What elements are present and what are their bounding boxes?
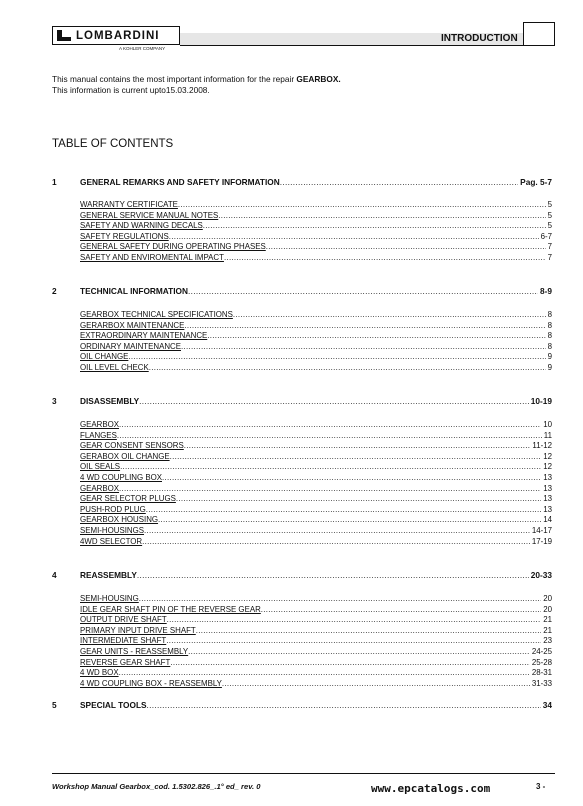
dot-leader — [146, 505, 541, 516]
toc-item-title: FLANGES — [80, 430, 117, 440]
toc-item[interactable] — [80, 668, 552, 679]
dot-leader — [119, 484, 541, 495]
toc-item-page: 12 — [543, 451, 552, 461]
toc-item-page: 21 — [543, 615, 552, 625]
toc-item-page: 28-31 — [531, 668, 552, 678]
dot-leader — [207, 331, 545, 342]
toc-item[interactable] — [80, 494, 552, 505]
toc-item-page: 8 — [547, 320, 552, 330]
dot-leader — [119, 668, 530, 679]
toc-item-title: GENERAL SERVICE MANUAL NOTES — [80, 210, 219, 220]
toc-item[interactable] — [80, 679, 552, 690]
header-box — [523, 22, 555, 46]
section-page: 10-19 — [530, 396, 552, 406]
dot-leader — [188, 286, 538, 296]
toc-item-title: SEMI-HOUSING — [80, 594, 139, 603]
section-number: 3 — [52, 396, 57, 406]
dot-leader — [170, 658, 529, 669]
dot-leader — [203, 221, 546, 232]
dot-leader — [117, 431, 542, 442]
dot-leader — [119, 420, 541, 431]
toc-item-title: WARRANTY CERTIFICATE — [80, 200, 178, 209]
toc-item-title: PUSH-ROD PLUG — [80, 504, 146, 514]
section-page: 8-9 — [540, 286, 552, 296]
toc-item-title: GEAR CONSENT SENSORS — [80, 441, 184, 451]
toc-item[interactable] — [80, 441, 552, 452]
toc-item-page: 14-17 — [531, 525, 552, 535]
toc-item[interactable] — [80, 331, 552, 342]
dot-leader — [196, 626, 541, 637]
section-title: TECHNICAL INFORMATION — [80, 286, 189, 296]
dot-leader — [181, 342, 546, 353]
toc-item-page: 8 — [547, 341, 552, 351]
toc-item-title: GEARBOX HOUSING — [80, 515, 159, 525]
toc-item-page: 7 — [547, 252, 552, 262]
section-page: 20-33 — [530, 570, 552, 580]
dot-leader — [142, 537, 530, 548]
toc-item[interactable] — [80, 515, 552, 526]
brand-logo — [52, 26, 180, 45]
toc-item-page: 13 — [543, 494, 552, 504]
toc-item[interactable] — [80, 221, 552, 232]
dot-leader — [137, 570, 529, 580]
toc-item-title: GENERAL SAFETY DURING OPERATING PHASES — [80, 242, 266, 252]
toc-item[interactable] — [80, 232, 552, 243]
dot-leader — [167, 615, 542, 626]
dot-leader — [280, 177, 518, 187]
dot-leader — [139, 594, 541, 605]
section-heading — [80, 700, 552, 710]
section-heading — [80, 177, 552, 187]
toc-section-items — [80, 420, 552, 547]
toc-item-page: 31-33 — [531, 678, 552, 688]
toc-item-page: 11 — [543, 430, 552, 440]
toc-item-title: OIL SEALS — [80, 462, 121, 472]
toc-item-title: SAFETY AND WARNING DECALS — [80, 221, 203, 231]
toc-item[interactable] — [80, 310, 552, 321]
section-number: 2 — [52, 286, 57, 296]
toc-item[interactable] — [80, 352, 552, 363]
toc-item[interactable] — [80, 342, 552, 353]
toc-item-title: 4 WD BOX — [80, 668, 119, 678]
toc-item[interactable] — [80, 200, 552, 211]
toc-item-title: 4WD SELECTOR — [80, 536, 143, 546]
toc-item-title: GEAR UNITS - REASSEMBLY — [80, 646, 189, 656]
toc-item-page: 9 — [547, 362, 552, 372]
toc-item[interactable] — [80, 321, 552, 332]
toc-item[interactable] — [80, 253, 552, 264]
toc-item-title: SEMI-HOUSINGS — [80, 525, 145, 535]
brand-name: LOMBARDINI — [76, 29, 160, 42]
toc-item[interactable] — [80, 647, 552, 658]
toc-item-title: INTERMEDIATE SHAFT — [80, 636, 167, 646]
toc-item-page: 13 — [543, 504, 552, 514]
dot-leader — [158, 515, 541, 526]
intro-line1-bold: GEARBOX. — [296, 74, 341, 84]
toc-item-page: 23 — [543, 636, 552, 646]
dot-leader — [184, 321, 545, 332]
section-heading — [80, 286, 552, 296]
section-page: Pag. 5-7 — [520, 177, 552, 187]
toc-item-page: 17-19 — [531, 536, 552, 546]
intro-line2: This information is current upto15.03.2008. — [52, 85, 210, 95]
toc-item[interactable] — [80, 484, 552, 495]
toc-item-page: 6-7 — [540, 231, 552, 241]
toc-item[interactable] — [80, 626, 552, 637]
toc-item[interactable] — [80, 462, 552, 473]
toc-item[interactable] — [80, 594, 552, 605]
section-title: INTRODUCTION — [441, 33, 518, 44]
dot-leader — [128, 352, 545, 363]
intro-text — [52, 74, 341, 96]
dot-leader — [224, 253, 546, 264]
toc-section-items — [80, 200, 552, 264]
toc-item-title: GEARBOX — [80, 483, 120, 493]
toc-item-page: 9 — [547, 352, 552, 362]
dot-leader — [233, 310, 546, 321]
dot-leader — [184, 441, 531, 452]
brand-subtitle: A KOHLER COMPANY — [119, 46, 166, 51]
footer-manual-code: Workshop Manual Gearbox_cod. 1.5302.826_.1° ed_ rev. 0 — [52, 782, 261, 791]
toc-item[interactable] — [80, 452, 552, 463]
dot-leader — [188, 647, 530, 658]
toc-item-title: 4 WD COUPLING BOX - REASSEMBLY — [80, 678, 222, 688]
lombardini-mark-icon — [56, 29, 72, 42]
toc-item-page: 11-12 — [532, 441, 552, 451]
toc-item-page: 10 — [543, 420, 552, 429]
dot-leader — [266, 242, 546, 253]
section-number: 5 — [52, 700, 57, 710]
toc-item[interactable] — [80, 615, 552, 626]
toc-item-title: ORDINARY MAINTENANCE — [80, 341, 181, 351]
dot-leader — [139, 396, 529, 406]
toc-item[interactable] — [80, 537, 552, 548]
dot-leader — [166, 636, 541, 647]
toc-item-title: GERARBOX MAINTENANCE — [80, 320, 185, 330]
toc-item-page: 7 — [547, 242, 552, 252]
toc-title: TABLE OF CONTENTS — [52, 138, 174, 150]
dot-leader — [147, 700, 541, 710]
toc-item-page: 5 — [547, 210, 552, 220]
dot-leader — [120, 462, 541, 473]
toc-item-page: 20 — [543, 594, 552, 603]
page-number: 3 - — [536, 782, 546, 791]
section-title: SPECIAL TOOLS — [80, 700, 147, 710]
dot-leader — [222, 679, 530, 690]
toc-item-title: IDLE GEAR SHAFT PIN OF THE REVERSE GEAR — [80, 604, 261, 614]
dot-leader — [178, 200, 546, 211]
dot-leader — [169, 232, 539, 243]
toc-item-page: 24-25 — [531, 646, 552, 656]
toc-item-title: REVERSE GEAR SHAFT — [80, 657, 171, 667]
dot-leader — [218, 211, 545, 222]
section-title: REASSEMBLY — [80, 570, 137, 580]
toc-item-page: 12 — [543, 462, 552, 472]
intro-line1: This manual contains the most important information for the repair — [52, 74, 297, 84]
toc-item-title: SAFETY AND ENVIROMENTAL IMPACT — [80, 252, 224, 262]
toc-item[interactable] — [80, 658, 552, 669]
toc-item-page: 8 — [547, 331, 552, 341]
toc-item-page: 13 — [543, 483, 552, 493]
toc-item[interactable] — [80, 526, 552, 537]
toc-item-title: GEAR SELECTOR PLUGS — [80, 494, 176, 504]
toc-item-title: OIL LEVEL CHECK — [80, 362, 149, 372]
footer-url[interactable]: www.epcatalogs.com — [371, 782, 491, 795]
toc-item-page: 13 — [543, 472, 552, 482]
toc-item-title: GEARBOX — [80, 420, 120, 429]
toc-item-page: 20 — [543, 604, 552, 614]
section-number: 4 — [52, 570, 57, 580]
toc-item-page: 21 — [543, 625, 552, 635]
section-page: 34 — [542, 700, 552, 710]
toc-item[interactable] — [80, 211, 552, 222]
toc-item[interactable] — [80, 242, 552, 253]
dot-leader — [144, 526, 530, 537]
section-number: 1 — [52, 177, 57, 187]
toc-item-title: PRIMARY INPUT DRIVE SHAFT — [80, 625, 196, 635]
toc-section-items — [80, 310, 552, 374]
dot-leader — [176, 494, 541, 505]
footer-divider — [52, 773, 555, 774]
toc-item-title: GEARBOX TECHNICAL SPECIFICATIONS — [80, 310, 233, 319]
toc-item[interactable] — [80, 363, 552, 374]
toc-item-title: 4 WD COUPLING BOX — [80, 472, 162, 482]
section-title: GENERAL REMARKS AND SAFETY INFORMATION — [80, 177, 280, 187]
toc-item-title: SAFETY REGULATIONS — [80, 231, 169, 241]
toc-section-items — [80, 594, 552, 689]
toc-item[interactable] — [80, 636, 552, 647]
toc-item[interactable] — [80, 420, 552, 431]
toc-item-page: 8 — [547, 310, 552, 319]
toc-item[interactable] — [80, 431, 552, 442]
toc-item[interactable] — [80, 473, 552, 484]
dot-leader — [170, 452, 542, 463]
toc-item-page: 25-28 — [531, 657, 552, 667]
toc-item-page: 14 — [543, 515, 552, 525]
toc-item-title: GERABOX OIL CHANGE — [80, 451, 170, 461]
section-heading — [80, 396, 552, 406]
section-heading — [80, 570, 552, 580]
toc-item-page: 5 — [547, 200, 552, 209]
toc-item[interactable] — [80, 505, 552, 516]
toc-item-page: 5 — [547, 221, 552, 231]
section-title: DISASSEMBLY — [80, 396, 140, 406]
dot-leader — [162, 473, 541, 484]
toc-item-title: EXTRAORDINARY MAINTENANCE — [80, 331, 208, 341]
toc-item-title: OUTPUT DRIVE SHAFT — [80, 615, 167, 625]
dot-leader — [261, 605, 541, 616]
toc-item-title: OIL CHANGE — [80, 352, 129, 362]
dot-leader — [149, 363, 546, 374]
toc-item[interactable] — [80, 605, 552, 616]
